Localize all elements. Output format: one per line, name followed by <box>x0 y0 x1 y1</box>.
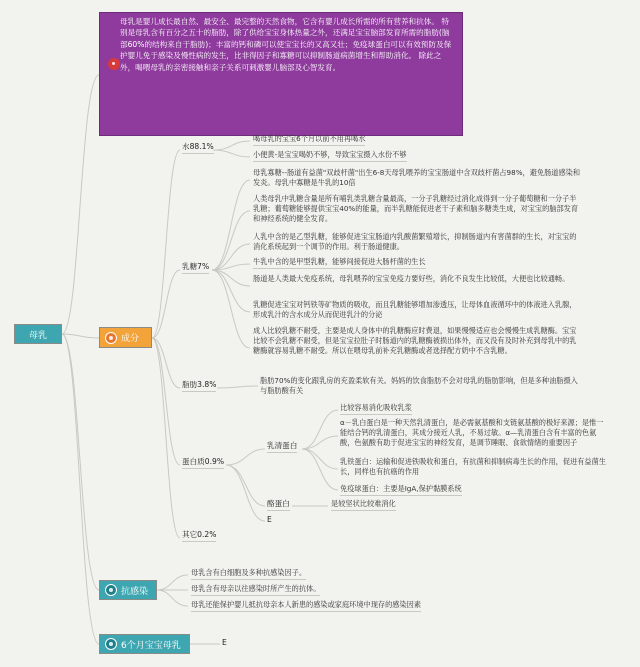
root-node[interactable] <box>14 324 62 344</box>
anti-infection-item-1: 母乳含有白细胞及多种抗感染因子。 <box>191 568 306 580</box>
whey-item-2: α－乳白蛋白是一种天然乳清蛋白，是必需氨基酸和支链氨基酸的极好来源；是惟一能结合钙的乳清蛋白，其成分接近人乳，不易过敏。α—乳清蛋白含有丰富的色氨酸，色氨酸有助于促进宝宝的神经发育，是调节睡眠、食欲情绪的重要因子 <box>340 418 604 447</box>
composition-label: 成分 <box>121 334 140 344</box>
lactose-item-2: 人类母乳中乳糖含量是所有哺乳类乳糖含量最高，一分子乳糖经过消化成得到一分子葡萄糖和一分子半乳糖；葡萄糖能够提供宝宝40%的能量，而半乳糖能促进老干子素和脑多糖类生成，对宝宝的脑部发育和神经系统的健全发育。 <box>253 194 579 223</box>
fat-node[interactable]: 脂肪3.8% <box>182 380 216 392</box>
anti-infection-icon <box>105 584 117 596</box>
anti-infection-item-2: 母乳含有母亲以往感染时所产生的抗体。 <box>191 584 320 596</box>
lactose-item-7: 成人比较乳糖不耐受，主要是成人身体中的乳糖酶应时费退，如果慢慢适应也会慢慢生成乳糖酶。宝宝比较不会乳糖不耐受，但是宝宝拉肚子时肠道内的乳糖酶被损出体外，而又没有及时补充到母乳中的乳糖酶就容易乳糖不耐受。所以在喂母乳前补充乳糖酶或者选择配方奶中不含乳糖。 <box>253 326 577 355</box>
lactose-item-4: 牛乳中含的是甲型乳糖，能够间接促进大肠杆菌的生长 <box>253 257 426 269</box>
anti-infection-item-3: 母乳还能保护婴儿抵抗母亲本人新患的感染或家庭环境中现存的感染因素 <box>191 600 421 612</box>
protein-extra-node[interactable]: E <box>267 515 272 524</box>
info-icon <box>108 58 120 70</box>
description-text: 母乳是婴儿成长最自然、最安全、最完整的天然食物，它含有婴儿成长所需的所有营养和抗体。 特别是母乳含有百分之五十的脂肪，除了供给宝宝身体热量之外，还满足宝宝脑部发育所需的脂肪(脑部60%的结构来自于脂肪)；丰富的钙和磷可以使宝宝长的又高又壮；免疫球蛋白可以有效预防及保护婴儿免于感染及慢性病的发生，比非得因子和寡糖可以抑制肠道病菌增生和帮助消化。 除此之外，喝喂母乳的亲密接触和亲子关系可刺激婴儿脑部及心智发育。 <box>120 17 452 72</box>
water-item-1: 喝母乳的宝宝6个月以前不用再喝水 <box>253 134 365 146</box>
anti-infection-node[interactable] <box>99 580 157 600</box>
six-month-child[interactable]: E <box>222 638 227 647</box>
lactose-item-6: 乳糖促进宝宝对钙铁等矿物质的吸收，而且乳糖能够增加渗透压，让母体血液循环中的体液进入乳腺，形成乳汁的含水成分从而促进乳汁的分泌 <box>253 300 577 319</box>
water-node[interactable]: 水88.1% <box>182 142 214 154</box>
whey-item-3: 乳铁蛋白：运输和促进铁吸收和蛋白，有抗菌和抑制病毒生长的作用，促进有益菌生长，同样也有抗癌的作用 <box>340 457 606 476</box>
casein-node[interactable]: 酪蛋白 <box>267 499 290 511</box>
root-label: 母乳 <box>28 330 47 341</box>
whey-item-4: 免疫球蛋白：主要是IgA,保护黏膜系统 <box>340 484 462 496</box>
water-item-2: 小便黄-是宝宝喝奶不够，导致宝宝摄入水份不够 <box>253 150 407 162</box>
fat-text: 脂肪70%的变化跟乳房的充盈柔软有关。妈妈的饮食脂肪不会对母乳的脂肪影响，但是多种油脂摄入与脂肪酸有关 <box>260 376 578 395</box>
whey-item-1: 比较容易消化吸收乳浆 <box>340 403 412 415</box>
lactose-item-3: 人乳中含的是乙型乳糖，能够促进宝宝肠道内乳酸菌繁殖增长，抑制肠道内有害菌群的生长，对宝宝的消化系统起到一个调节的作用。利于肠道健康。 <box>253 232 577 251</box>
six-month-node[interactable] <box>99 634 190 654</box>
casein-text: 是较坚状比较难消化 <box>331 499 396 511</box>
lactose-item-1: 母乳寡糖--肠道有益菌"双歧杆菌"出生6-8天母乳喂养的宝宝肠道中含双歧杆菌占98%，避免肠道感染和发炎。母乳中寡糖是牛乳的10倍 <box>253 168 581 187</box>
protein-node[interactable]: 蛋白质0.9% <box>182 457 224 469</box>
other-node[interactable]: 其它0.2% <box>182 530 216 542</box>
lactose-item-5: 肠道是人类最大免疫系统，母乳喂养的宝宝免疫力要好些，消化不良发生比较低，大便也比较通畅。 <box>253 274 570 283</box>
whey-protein-node[interactable]: 乳清蛋白 <box>267 441 297 453</box>
lactose-node[interactable]: 乳糖7% <box>182 262 209 274</box>
six-month-icon <box>105 638 117 650</box>
composition-icon <box>105 332 117 344</box>
anti-infection-label: 抗感染 <box>121 586 149 597</box>
composition-node[interactable] <box>99 327 152 348</box>
six-month-label: 6个月宝宝母乳 <box>121 640 181 651</box>
description-note[interactable] <box>99 12 463 136</box>
